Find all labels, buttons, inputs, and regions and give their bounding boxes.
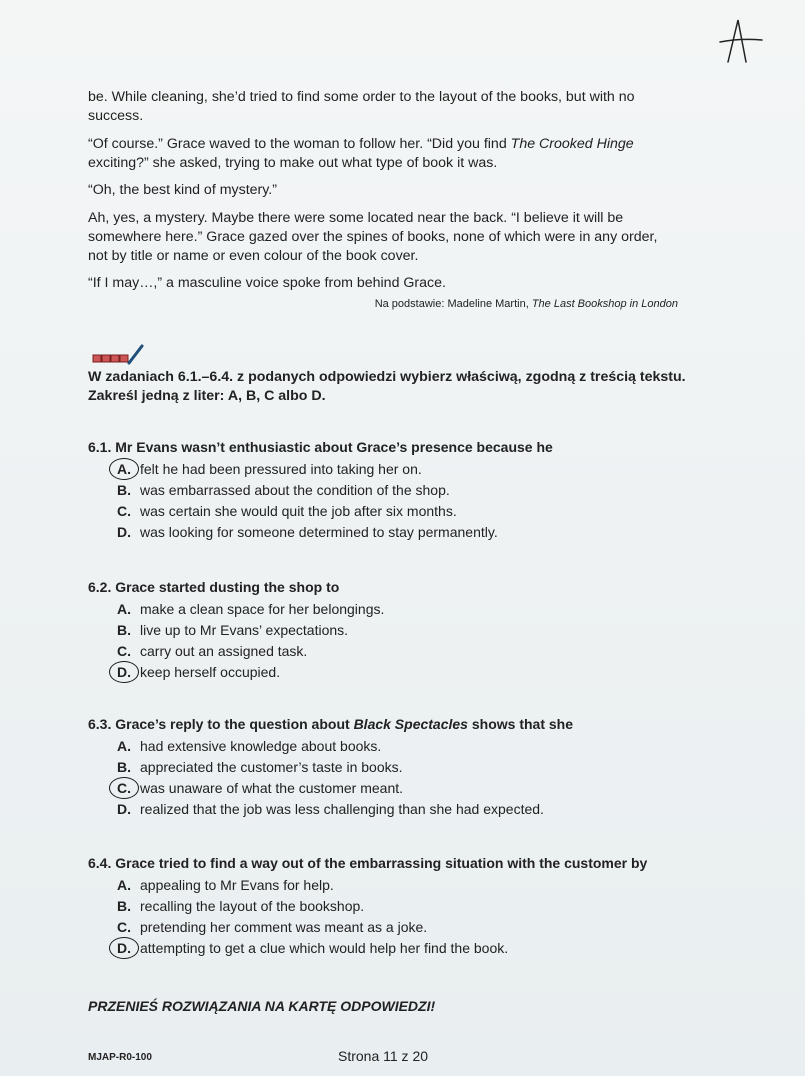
handwritten-version-mark [716, 18, 766, 64]
answer-option[interactable]: D. realized that the job was less challenging than she had expected. [117, 801, 544, 817]
page-number: Strona 11 z 20 [338, 1048, 429, 1064]
passage-paragraph: “If I may…,” a masculine voice spoke from behind Grace. [88, 275, 446, 291]
pencil-edit-icon [92, 343, 146, 367]
reading-passage [88, 88, 678, 302]
answer-option[interactable]: B. appreciated the customer’s taste in books. [117, 759, 403, 775]
question-stem: 6.4. Grace tried to find a way out of the embarrassing situation with the customer by [88, 855, 648, 871]
question-6-1 [88, 437, 553, 543]
answer-option[interactable]: A. make a clean space for her belongings. [117, 601, 385, 617]
question-6-2 [88, 577, 385, 683]
answer-option[interactable]: C. carry out an assigned task. [117, 643, 308, 659]
answer-option[interactable]: D. keep herself occupied. [88, 662, 339, 683]
answer-option[interactable]: B. live up to Mr Evans’ expectations. [117, 622, 349, 638]
question-6-4 [88, 853, 647, 959]
question-stem: 6.1. Mr Evans wasn’t enthusiastic about Grace’s presence because he [88, 439, 553, 455]
answer-option[interactable]: C. was unaware of what the customer meant. [88, 778, 573, 799]
book-title: The Crooked Hinge [510, 135, 634, 152]
question-6-3 [88, 714, 573, 820]
answer-option[interactable]: A. had extensive knowledge about books. [117, 738, 382, 754]
passage-paragraph: “Oh, the best kind of mystery.” [88, 182, 277, 198]
task-instruction: W zadaniach 6.1.–6.4. z podanych odpowiedzi wybierz właściwą, zgodną z treścią tekstu. Zakreśl jedną z liter: A, B, C albo D. [88, 369, 686, 404]
exam-code: MJAP-R0-100 [88, 1052, 152, 1063]
answer-option[interactable]: B. was embarrassed about the condition of the shop. [117, 482, 450, 498]
passage-paragraph: be. While cleaning, she’d tried to find some order to the layout of the books, but with no success. [88, 89, 635, 124]
answer-option[interactable]: B. recalling the layout of the bookshop. [117, 898, 365, 914]
answer-option[interactable]: D. attempting to get a clue which would help her find the book. [88, 938, 647, 959]
answer-option[interactable]: C. pretending her comment was meant as a joke. [117, 919, 428, 935]
passage-paragraph: “Of course.” Grace waved to the woman to follow her. “Did you find The Crooked Hinge exciting?” she asked, trying to make out what type of book it was. [88, 135, 634, 171]
question-stem: 6.2. Grace started dusting the shop to [88, 579, 340, 595]
answer-option[interactable]: C. was certain she would quit the job after six months. [117, 503, 457, 519]
question-stem: 6.3. Grace’s reply to the question about Black Spectacles shows that she [88, 716, 573, 732]
passage-source: Na podstawie: Madeline Martin, The Last Bookshop in London [374, 298, 678, 310]
transfer-answers-instruction: PRZENIEŚ ROZWIĄZANIA NA KARTĘ ODPOWIEDZI! [88, 998, 436, 1014]
answer-option[interactable]: D. was looking for someone determined to stay permanently. [117, 524, 498, 540]
answer-option[interactable]: A. appealing to Mr Evans for help. [117, 877, 334, 893]
passage-paragraph: Ah, yes, a mystery. Maybe there were some located near the back. “I believe it will be somewhere here.” Grace gazed over the spines of books, none of which were in any order, not by title or name or even colour of the book cover. [88, 209, 658, 264]
answer-option[interactable]: A. felt he had been pressured into taking her on. [88, 459, 553, 480]
